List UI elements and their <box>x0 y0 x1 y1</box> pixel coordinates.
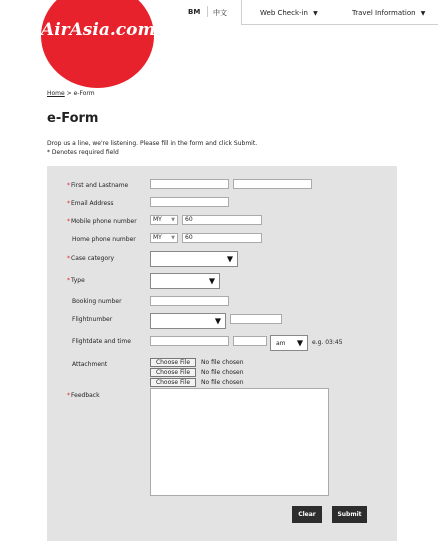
mobile-country-value: MY <box>153 216 162 223</box>
caret-down-icon: ▼ <box>208 276 215 286</box>
logo-text: AirAsia.com <box>41 20 156 40</box>
email-input[interactable] <box>150 197 229 207</box>
feedback-label <box>67 392 100 399</box>
case-category-label <box>67 255 114 262</box>
flight-airline-select[interactable] <box>150 313 226 329</box>
time-example-hint: e.g. 03:45 <box>312 339 343 346</box>
caret-down-icon: ▼ <box>226 254 233 264</box>
ampm-select[interactable] <box>270 335 308 351</box>
breadcrumb <box>47 90 95 97</box>
required-mark: * <box>67 182 70 189</box>
type-label <box>67 277 85 284</box>
flightnumber-label: Flightnumber <box>72 316 113 323</box>
nav-web-checkin[interactable] <box>260 9 318 17</box>
chevron-down-icon: ▼ <box>171 217 175 223</box>
ampm-value: am <box>276 340 286 347</box>
flightdate-label: Flightdate and time <box>72 338 131 345</box>
flightnumber-input[interactable] <box>230 314 282 324</box>
choose-file-button-1[interactable]: Choose File <box>150 358 196 367</box>
mobile-label <box>67 218 137 225</box>
home-number-input[interactable] <box>182 233 262 243</box>
submit-button[interactable]: Submit <box>332 506 367 523</box>
case-category-select[interactable] <box>150 251 238 267</box>
lastname-input[interactable] <box>233 179 312 189</box>
email-label <box>67 200 113 207</box>
type-label-text: Type <box>71 277 85 284</box>
lang-zh-link[interactable]: 中文 <box>213 9 227 17</box>
required-note: * Denotes required field <box>47 149 119 156</box>
type-select[interactable] <box>150 273 220 289</box>
page-title: e-Form <box>47 111 99 126</box>
email-label-text: Email Address <box>71 200 114 207</box>
nav-travel-information[interactable] <box>352 9 425 17</box>
home-phone-label: Home phone number <box>72 236 136 243</box>
name-label-text: First and Lastname <box>71 182 129 189</box>
home-country-select[interactable] <box>150 233 178 243</box>
no-file-text-3: No file chosen <box>201 379 244 386</box>
breadcrumb-home-link[interactable]: Home <box>47 90 65 97</box>
booking-number-input[interactable] <box>150 296 229 306</box>
feedback-label-text: Feedback <box>71 392 100 399</box>
required-mark: * <box>67 392 70 399</box>
mobile-country-select[interactable] <box>150 215 178 225</box>
lang-bm-link[interactable]: BM <box>188 8 201 16</box>
breadcrumb-separator: > <box>66 90 72 97</box>
nav-web-checkin-label: Web Check-in <box>260 9 308 17</box>
flighttime-input[interactable] <box>233 336 267 346</box>
caret-down-icon: ▼ <box>313 10 318 17</box>
attachment-label: Attachment <box>72 361 108 368</box>
intro-text: Drop us a line, we're listening. Please fill in the form and click Submit. <box>47 140 258 147</box>
mobile-number-input[interactable] <box>182 215 262 225</box>
breadcrumb-current: e-Form <box>73 90 95 97</box>
clear-button[interactable]: Clear <box>292 506 322 523</box>
chevron-down-icon: ▼ <box>171 235 175 241</box>
required-mark: * <box>67 277 70 284</box>
no-file-text-2: No file chosen <box>201 369 244 376</box>
booking-number-label: Booking number <box>72 298 122 305</box>
choose-file-button-2[interactable]: Choose File <box>150 368 196 377</box>
mobile-label-text: Mobile phone number <box>71 218 137 225</box>
feedback-textarea[interactable] <box>150 388 329 496</box>
name-label <box>67 182 128 189</box>
lang-divider <box>207 6 208 17</box>
caret-down-icon: ▼ <box>420 10 426 17</box>
required-mark: * <box>67 255 70 262</box>
no-file-text-1: No file chosen <box>201 359 244 366</box>
caret-down-icon: ▼ <box>296 338 303 348</box>
home-country-value: MY <box>153 234 162 241</box>
home-prefix-value: 60 <box>185 234 193 241</box>
caret-down-icon: ▼ <box>214 316 221 326</box>
firstname-input[interactable] <box>150 179 229 189</box>
airasia-logo[interactable] <box>41 0 154 88</box>
flightdate-input[interactable] <box>150 336 229 346</box>
required-mark: * <box>67 200 70 207</box>
required-mark: * <box>67 218 70 225</box>
choose-file-button-3[interactable]: Choose File <box>150 378 196 387</box>
case-category-label-text: Case category <box>71 255 115 262</box>
mobile-prefix-value: 60 <box>185 216 193 223</box>
nav-travel-information-label: Travel Information <box>352 9 416 17</box>
